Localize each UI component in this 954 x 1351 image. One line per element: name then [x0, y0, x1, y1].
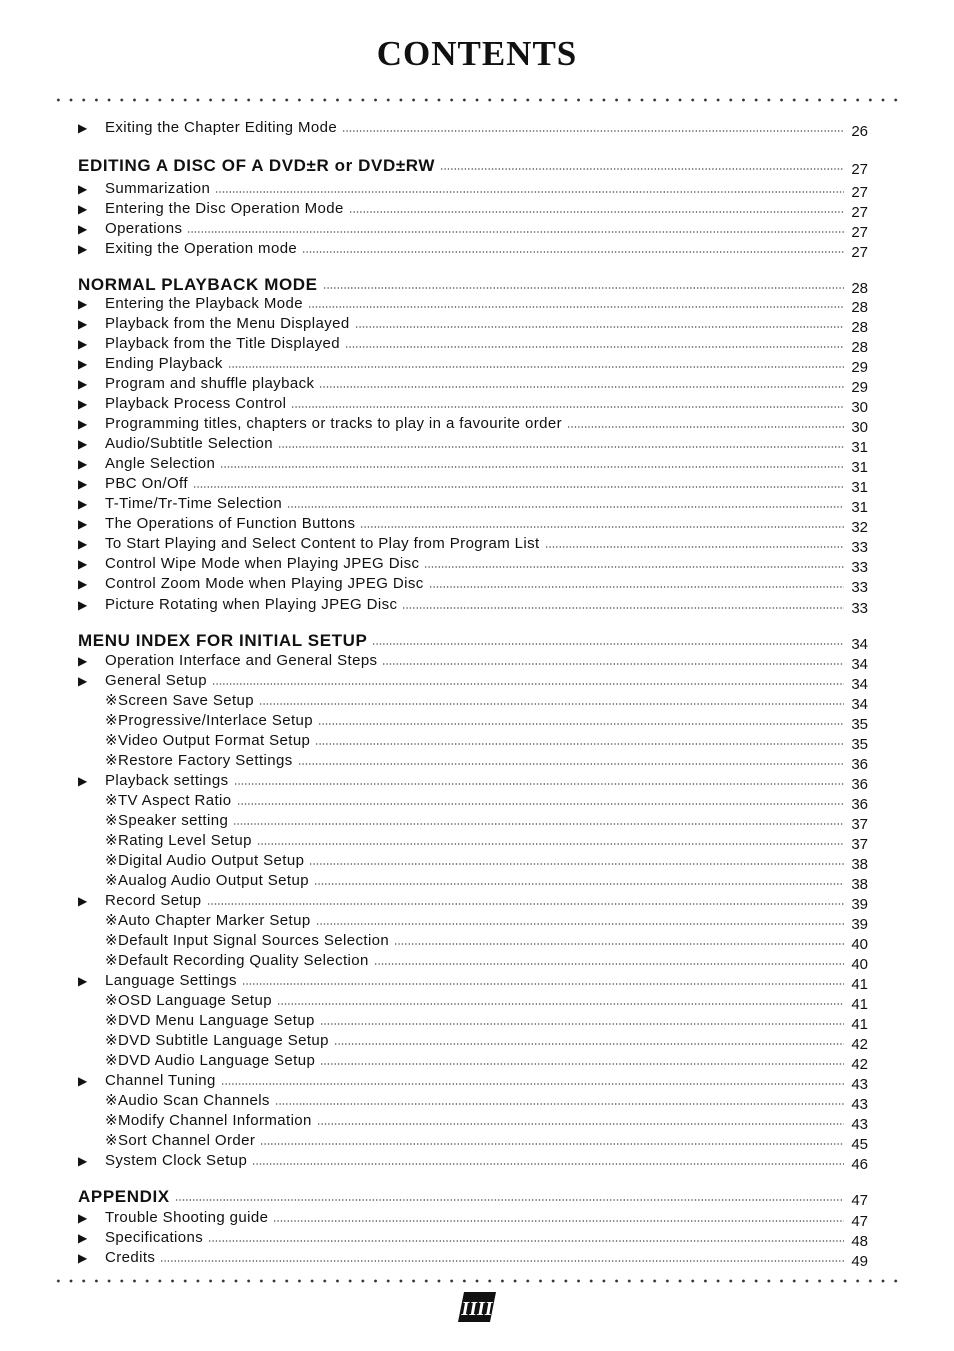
dot-leader	[278, 446, 844, 448]
toc-entry	[78, 1090, 868, 1113]
toc-entry-label: ※Default Recording Quality Selection	[105, 952, 369, 969]
page-title: CONTENTS	[376, 34, 578, 73]
toc-entry-label: System Clock Setup	[105, 1152, 248, 1169]
toc-entry	[78, 473, 868, 496]
toc-page-number: 30	[851, 399, 868, 416]
toc-page-number: 49	[851, 1253, 868, 1270]
toc-entry-label: ※DVD Menu Language Setup	[105, 1012, 315, 1029]
dot-leader	[567, 426, 844, 428]
triangle-bullet-icon: ▶	[78, 357, 88, 371]
toc-entry	[78, 750, 868, 773]
triangle-bullet-icon: ▶	[78, 1251, 88, 1265]
dot-leader	[334, 1043, 844, 1045]
toc-entry	[78, 650, 868, 673]
toc-entry	[78, 198, 868, 221]
dot-leader	[220, 466, 844, 468]
toc-page-number: 32	[851, 519, 868, 536]
dot-leader	[193, 486, 844, 488]
toc-entry	[78, 790, 868, 813]
triangle-bullet-icon: ▶	[78, 654, 88, 668]
toc-entry	[78, 117, 868, 140]
toc-page-number: 43	[851, 1116, 868, 1133]
toc-page-number: 29	[851, 379, 868, 396]
toc-entry-label: ※TV Aspect Ratio	[105, 792, 232, 809]
triangle-bullet-icon: ▶	[78, 1154, 88, 1168]
toc-page-number: 28	[851, 339, 868, 356]
dot-leader	[275, 1103, 844, 1105]
toc-page-number: 31	[851, 499, 868, 516]
toc-section-heading	[78, 630, 868, 653]
dot-leader	[314, 883, 844, 885]
triangle-bullet-icon: ▶	[78, 182, 88, 196]
toc-entry-label: Credits	[105, 1249, 156, 1266]
toc-page-number: 31	[851, 439, 868, 456]
triangle-bullet-icon: ▶	[78, 297, 88, 311]
dot-leader	[320, 1063, 844, 1065]
dot-leader	[317, 1123, 844, 1125]
toc-entry-label: ※Default Input Signal Sources Selection	[105, 932, 390, 949]
dot-leader	[212, 683, 844, 685]
toc-page-number: 47	[851, 1213, 868, 1230]
toc-page-number: 26	[851, 123, 868, 140]
dot-leader	[228, 366, 844, 368]
triangle-bullet-icon: ▶	[78, 121, 88, 135]
bottom-dotted-rule	[52, 1279, 900, 1283]
dot-leader	[207, 903, 844, 905]
toc-page-number: 39	[851, 916, 868, 933]
dot-leader	[291, 406, 844, 408]
dot-leader	[545, 546, 844, 548]
toc-entry	[78, 810, 868, 833]
toc-page-number: 36	[851, 796, 868, 813]
dot-leader	[160, 1260, 844, 1262]
toc-entry-label: Exiting the Operation mode	[105, 240, 298, 257]
toc-entry-label: APPENDIX	[78, 1187, 170, 1206]
toc-page-number: 29	[851, 359, 868, 376]
toc-entry-label: Channel Tuning	[105, 1072, 216, 1089]
dot-leader	[221, 1083, 844, 1085]
toc-entry-label: Program and shuffle playback	[105, 375, 315, 392]
dot-leader	[402, 607, 844, 609]
toc-page-number: 27	[851, 161, 868, 178]
toc-entry	[78, 930, 868, 953]
toc-entry	[78, 373, 868, 396]
toc-entry	[78, 990, 868, 1013]
toc-entry-label: ※DVD Audio Language Setup	[105, 1052, 316, 1069]
toc-page-number: 28	[851, 299, 868, 316]
toc-entry-label: Programming titles, chapters or tracks to play in a favourite order	[105, 415, 562, 432]
toc-entry	[78, 850, 868, 873]
toc-page-number: 43	[851, 1076, 868, 1093]
toc-entry	[78, 670, 868, 693]
dot-leader	[360, 526, 844, 528]
toc-entry-label: MENU INDEX FOR INITIAL SETUP	[78, 631, 368, 650]
toc-page-number: 37	[851, 836, 868, 853]
toc-entry	[78, 1207, 868, 1230]
toc-entry-label: Trouble Shooting guide	[105, 1209, 269, 1226]
dot-leader	[242, 983, 844, 985]
toc-page-number: 33	[851, 559, 868, 576]
toc-entry	[78, 890, 868, 913]
toc-entry	[78, 433, 868, 456]
toc-entry	[78, 393, 868, 416]
dot-leader	[440, 168, 844, 170]
triangle-bullet-icon: ▶	[78, 1231, 88, 1245]
page-number-badge	[456, 1290, 498, 1324]
triangle-bullet-icon: ▶	[78, 537, 88, 551]
triangle-bullet-icon: ▶	[78, 894, 88, 908]
triangle-bullet-icon: ▶	[78, 674, 88, 688]
toc-entry	[78, 730, 868, 753]
triangle-bullet-icon: ▶	[78, 457, 88, 471]
toc-page-number: 41	[851, 1016, 868, 1033]
toc-entry	[78, 493, 868, 516]
dot-leader	[259, 703, 844, 705]
toc-entry	[78, 353, 868, 376]
toc-entry	[78, 513, 868, 536]
triangle-bullet-icon: ▶	[78, 397, 88, 411]
dot-leader	[429, 586, 844, 588]
triangle-bullet-icon: ▶	[78, 317, 88, 331]
toc-page-number: 33	[851, 579, 868, 596]
toc-entry-label: Entering the Disc Operation Mode	[105, 200, 344, 217]
toc-entry	[78, 238, 868, 261]
triangle-bullet-icon: ▶	[78, 477, 88, 491]
toc-section-heading	[78, 274, 868, 297]
toc-entry	[78, 1110, 868, 1133]
dot-leader	[318, 723, 844, 725]
toc-entry-label: Specifications	[105, 1229, 204, 1246]
toc-page-number: 40	[851, 956, 868, 973]
toc-entry-label: Ending Playback	[105, 355, 223, 372]
dot-leader	[273, 1220, 844, 1222]
toc-entry	[78, 1070, 868, 1093]
toc-entry-label: Operation Interface and General Steps	[105, 652, 378, 669]
dot-leader	[302, 251, 844, 253]
triangle-bullet-icon: ▶	[78, 242, 88, 256]
toc-entry	[78, 453, 868, 476]
toc-page-number: 38	[851, 856, 868, 873]
page-marker: IIII	[461, 1298, 493, 1320]
dot-leader	[319, 386, 844, 388]
toc-page-number: 47	[851, 1192, 868, 1209]
triangle-bullet-icon: ▶	[78, 577, 88, 591]
toc-entry	[78, 1130, 868, 1153]
toc-entry	[78, 1010, 868, 1033]
toc-entry	[78, 293, 868, 316]
toc-entry	[78, 770, 868, 793]
toc-page-number: 27	[851, 244, 868, 261]
dot-leader	[187, 231, 844, 233]
toc-entry-label: General Setup	[105, 672, 207, 689]
triangle-bullet-icon: ▶	[78, 974, 88, 988]
toc-entry	[78, 1150, 868, 1173]
toc-entry-label: ※Modify Channel Information	[105, 1112, 312, 1129]
toc-entry	[78, 533, 868, 556]
toc-entry-label: To Start Playing and Select Content to Play from Program List	[105, 535, 540, 552]
dot-leader	[323, 287, 844, 289]
dot-leader	[315, 743, 844, 745]
toc-page-number: 27	[851, 224, 868, 241]
toc-entry	[78, 413, 868, 436]
toc-page-number: 27	[851, 184, 868, 201]
dot-leader	[233, 823, 844, 825]
toc-page-number: 38	[851, 876, 868, 893]
dot-leader	[309, 863, 844, 865]
toc-entry	[78, 313, 868, 336]
toc-entry	[78, 910, 868, 933]
toc-entry-label: Control Zoom Mode when Playing JPEG Disc	[105, 575, 424, 592]
toc-page-number: 33	[851, 539, 868, 556]
toc-page-number: 40	[851, 936, 868, 953]
toc-page-number: 31	[851, 479, 868, 496]
toc-page-number: 34	[851, 656, 868, 673]
toc-entry-label: Summarization	[105, 180, 211, 197]
toc-page-number: 41	[851, 976, 868, 993]
toc-section-heading	[78, 1186, 868, 1209]
dot-leader	[308, 306, 844, 308]
triangle-bullet-icon: ▶	[78, 1074, 88, 1088]
toc-entry	[78, 218, 868, 241]
toc-page-number: 34	[851, 636, 868, 653]
toc-entry	[78, 950, 868, 973]
toc-entry-label: ※Rating Level Setup	[105, 832, 252, 849]
triangle-bullet-icon: ▶	[78, 774, 88, 788]
dot-leader	[345, 346, 844, 348]
toc-entry-label: Entering the Playback Mode	[105, 295, 304, 312]
toc-entry	[78, 870, 868, 893]
triangle-bullet-icon: ▶	[78, 222, 88, 236]
dot-leader	[382, 663, 844, 665]
triangle-bullet-icon: ▶	[78, 598, 88, 612]
toc-page-number: 43	[851, 1096, 868, 1113]
toc-entry-label: Playback from the Menu Displayed	[105, 315, 350, 332]
triangle-bullet-icon: ▶	[78, 497, 88, 511]
toc-entry-label: PBC On/Off	[105, 475, 188, 492]
toc-entry-label: ※Screen Save Setup	[105, 692, 255, 709]
triangle-bullet-icon: ▶	[78, 1211, 88, 1225]
toc-page-number: 36	[851, 776, 868, 793]
dot-leader	[237, 803, 844, 805]
toc-entry-label: EDITING A DISC OF A DVD±R or DVD±RW	[78, 156, 435, 175]
dot-leader	[208, 1240, 844, 1242]
dot-leader	[355, 326, 844, 328]
toc-page-number: 41	[851, 996, 868, 1013]
toc-entry	[78, 594, 868, 617]
toc-entry-label: Language Settings	[105, 972, 237, 989]
toc-entry-label: NORMAL PLAYBACK MODE	[78, 275, 318, 294]
toc-page-number: 35	[851, 716, 868, 733]
dot-leader	[287, 506, 844, 508]
toc-entry-label: Audio/Subtitle Selection	[105, 435, 274, 452]
toc-entry-label: Playback settings	[105, 772, 229, 789]
dot-leader	[374, 963, 844, 965]
toc-entry-label: Picture Rotating when Playing JPEG Disc	[105, 596, 398, 613]
dot-leader	[257, 843, 844, 845]
toc-entry	[78, 830, 868, 853]
dot-leader	[394, 943, 844, 945]
dot-leader	[175, 1199, 844, 1201]
toc-entry	[78, 553, 868, 576]
triangle-bullet-icon: ▶	[78, 337, 88, 351]
dot-leader	[316, 923, 844, 925]
dot-leader	[252, 1163, 844, 1165]
toc-entry	[78, 1050, 868, 1073]
toc-entry	[78, 970, 868, 993]
toc-entry-label: ※Aualog Audio Output Setup	[105, 872, 309, 889]
toc-page-number: 35	[851, 736, 868, 753]
toc-page-number: 46	[851, 1156, 868, 1173]
triangle-bullet-icon: ▶	[78, 557, 88, 571]
toc-entry-label: ※OSD Language Setup	[105, 992, 272, 1009]
toc-page-number: 34	[851, 696, 868, 713]
toc-entry-label: Angle Selection	[105, 455, 216, 472]
toc-page-number: 28	[851, 280, 868, 297]
toc-entry-label: ※Restore Factory Settings	[105, 752, 293, 769]
toc-entry	[78, 333, 868, 356]
toc-page-number: 30	[851, 419, 868, 436]
toc-page-number: 39	[851, 896, 868, 913]
toc-entry-label: ※Progressive/Interlace Setup	[105, 712, 314, 729]
toc-section-heading	[78, 155, 868, 178]
toc-entry-label: ※Digital Audio Output Setup	[105, 852, 305, 869]
toc-entry-label: Operations	[105, 220, 183, 237]
toc-entry-label: Record Setup	[105, 892, 202, 909]
toc-entry-label: ※DVD Subtitle Language Setup	[105, 1032, 329, 1049]
toc-entry-label: Control Wipe Mode when Playing JPEG Disc	[105, 555, 420, 572]
dot-leader	[320, 1023, 844, 1025]
toc-entry	[78, 178, 868, 201]
toc-entry-label: Exiting the Chapter Editing Mode	[105, 119, 338, 136]
toc-entry-label: T-Time/Tr-Time Selection	[105, 495, 283, 512]
toc-entry	[78, 690, 868, 713]
toc-page-number: 42	[851, 1036, 868, 1053]
toc-entry	[78, 710, 868, 733]
toc-entry	[78, 573, 868, 596]
triangle-bullet-icon: ▶	[78, 417, 88, 431]
toc-entry	[78, 1247, 868, 1270]
toc-page-number: 48	[851, 1233, 868, 1250]
toc-entry-label: ※Video Output Format Setup	[105, 732, 311, 749]
toc-entry-label: Playback from the Title Displayed	[105, 335, 340, 352]
triangle-bullet-icon: ▶	[78, 202, 88, 216]
toc-entry-label: ※Audio Scan Channels	[105, 1092, 270, 1109]
triangle-bullet-icon: ▶	[78, 437, 88, 451]
triangle-bullet-icon: ▶	[78, 517, 88, 531]
toc-page-number: 42	[851, 1056, 868, 1073]
toc-entry	[78, 1030, 868, 1053]
dot-leader	[234, 783, 844, 785]
dot-leader	[424, 566, 844, 568]
dot-leader	[215, 191, 844, 193]
toc-page-number: 34	[851, 676, 868, 693]
dot-leader	[349, 211, 844, 213]
dot-leader	[342, 130, 844, 132]
toc-entry-label: ※Speaker setting	[105, 812, 229, 829]
dot-leader	[298, 763, 844, 765]
toc-page-number: 31	[851, 459, 868, 476]
toc-entry-label: ※Sort Channel Order	[105, 1132, 256, 1149]
triangle-bullet-icon: ▶	[78, 377, 88, 391]
toc-page-number: 27	[851, 204, 868, 221]
toc-page-number: 45	[851, 1136, 868, 1153]
dot-leader	[372, 643, 844, 645]
toc-entry-label: The Operations of Function Buttons	[105, 515, 356, 532]
toc-page-number: 36	[851, 756, 868, 773]
toc-page-number: 37	[851, 816, 868, 833]
toc-page-number: 28	[851, 319, 868, 336]
toc-entry-label: Playback Process Control	[105, 395, 287, 412]
toc-entry	[78, 1227, 868, 1250]
dot-leader	[277, 1003, 844, 1005]
toc-page-number: 33	[851, 600, 868, 617]
dot-leader	[260, 1143, 844, 1145]
toc-entry-label: ※Auto Chapter Marker Setup	[105, 912, 311, 929]
